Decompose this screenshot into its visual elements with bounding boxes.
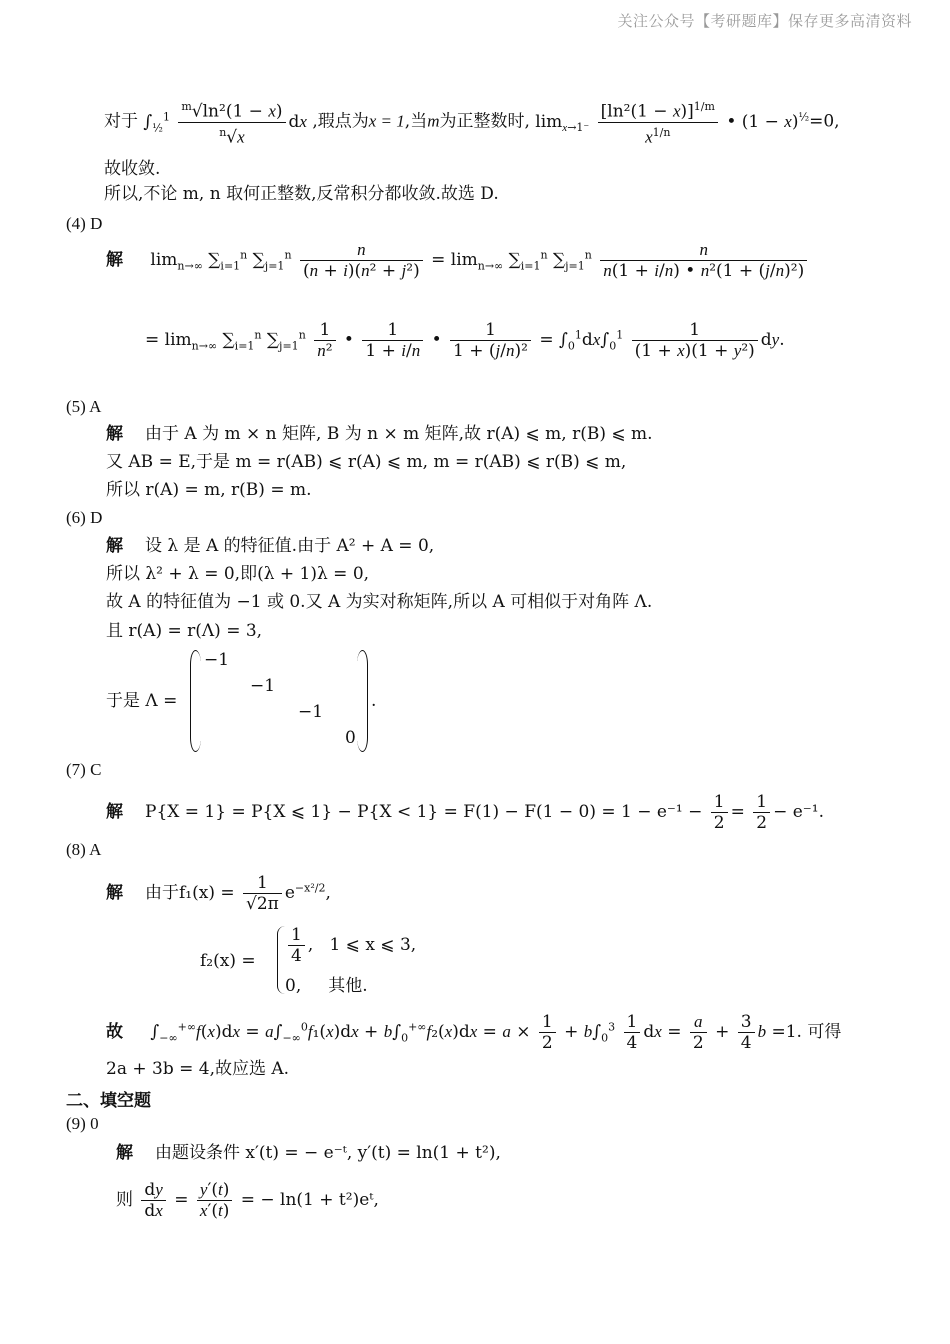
matrix-entry: 0 <box>345 728 356 748</box>
answer-tag-9: (9) 0 <box>66 1114 99 1133</box>
q4-line2: = $\lim_{n\to\infty} \sum_{i=1}^n$ $\sum_{j=1}^n$ $\frac{1}{\text{n²}}$ • $\frac{1}{1 + i/n}$ • $\frac{1}{\text{1 + (j/n)²}}$ = $\int_0^1dx\int_0^1$ $\frac{1}{\text{(1 + x)(1 + y²)}}$ dy. <box>145 320 785 361</box>
matrix-entry: −1 <box>204 650 230 670</box>
answer-tag-5: (5) A <box>66 397 102 416</box>
q8-line1: 解 由于f₁(x) = $\frac{1}{√2\pi}$ $e^{-x^2/2}$, <box>106 873 331 914</box>
limit-expr: $\lim_{x\to 1^-}$ $\frac{[\ln^2(1 - x)]^{1/m}}{x^{1/n}}$ • $(1 - x)^{\frac{1}{2}}$ <box>535 100 810 147</box>
matrix-entry: −1 <box>298 702 324 722</box>
half-fraction: $\frac{1}{2}$ <box>753 792 770 833</box>
answer-tag-7: (7) C <box>66 760 102 779</box>
section-heading: 二、填空题 <box>66 1091 151 1111</box>
q8-integral-line: 故 $\int_{-\infty}^{+\infty}f(x)dx = a\int_{-\infty}^0f_1(x)dx + b\int_0^{+\infty}f_2(x)dx = a$ × $\frac{1}{2}$ + $b\int_0^3$ $\frac{1}{4}$ dx = $\frac{a}{2}$ + $\frac{3}{4}$ b =1. 可得 <box>106 1012 842 1053</box>
q5-line3: 所以 r(A) = m, r(B) = m. <box>106 480 312 500</box>
q7-line1: 解 P{X = 1} = P{X ⩽ 1} − P{X < 1} = F(1) − F(1 − 0) = 1 − e⁻¹ − $\frac{1}{2}$ = $\frac{1}{2}$ − e⁻¹. <box>106 792 824 833</box>
q9-line2: 则 $\frac{dy}{dx}$ = $\frac{y'(t)}{x'(t)}$ = − ln(1 + t²)eᵗ, <box>116 1180 379 1221</box>
q8-f2-label: f₂(x) = <box>200 951 256 971</box>
q6-line1: 解 设 λ 是 A 的特征值.由于 A² + A = 0, <box>106 536 435 556</box>
converge-text: 故收敛. <box>104 159 161 179</box>
q8-case2: 0, 其他. <box>285 976 368 996</box>
matrix-right-bracket <box>357 650 368 752</box>
q6-line4: 且 r(A) = r(Λ) = 3, <box>106 621 263 641</box>
q6-line2: 所以 λ² + λ = 0,即(λ + 1)λ = 0, <box>106 564 370 584</box>
answer-tag-6: (6) D <box>66 508 103 527</box>
q9-line1: 解 由题设条件 x′(t) = − e⁻ᵗ, y′(t) = ln(1 + t²), <box>116 1143 501 1163</box>
q6-end: . <box>371 691 377 711</box>
q5-line1: 解 由于 A 为 m × n 矩阵, B 为 n × m 矩阵,故 r(A) ⩽ m, r(B) ⩽ m. <box>106 424 653 444</box>
q4-line1: 解 $\lim_{n\to\infty} \sum_{i=1}^n$ $\sum_{j=1}^n$ $\frac{n}{\text{(n + i)(n² + j²)}}$ = $\lim_{n\to\infty} \sum_{i=1}^n$ $\sum_{j=1}^n$ $\frac{n}{\text{n(1 + i/n) • n²(1 + (j/n)²)}}$ <box>106 240 810 281</box>
convergence-line: 对于 $\int_{\frac{1}{2}}^1$ $\frac{^m√\ln^2(1 - x)}{^n√x}$ dx ,瑕点为x = 1,当m为正整数时, $\lim_{x\to 1^-}$ $\frac{[\ln^2(1 - x)]^{1/m}}{x^{1/n}}$ • $(1 - x)^{\frac{1}{2}}=0$, <box>104 100 840 148</box>
answer-tag-8: (8) A <box>66 840 102 859</box>
half-fraction: $\frac{1}{2}$ <box>711 792 728 833</box>
q4-expr1: $\lim_{n\to\infty} \sum_{i=1}^n$ $\sum_{j=1}^n$ $\frac{n}{\text{(n + i)(n² + j²)}}$ = $\lim_{n\to\infty} \sum_{i=1}^n$ $\sum_{j=1}^n$ $\frac{n}{\text{n(1 + i/n) • n²(1 + (j/n)²)}}$ <box>150 250 810 270</box>
diagonal-matrix <box>190 650 368 750</box>
q6-line3: 故 A 的特征值为 −1 或 0.又 A 为实对称矩阵,所以 A 可相似于对角阵 Λ. <box>106 592 653 612</box>
q5-line2: 又 AB = E,于是 m = r(AB) ⩽ r(A) ⩽ m, m = r(AB) ⩽ r(B) ⩽ m, <box>106 452 627 472</box>
q6-line5: 于是 Λ = <box>106 691 178 711</box>
matrix-left-bracket <box>190 650 201 752</box>
integral-expr: $\int_{\frac{1}{2}}^1$ $\frac{^m√\ln^2(1 - x)}{^n√x}$ dx <box>143 100 307 148</box>
answer-tag-4: (4) D <box>66 214 103 233</box>
matrix-entry: −1 <box>250 676 276 696</box>
watermark: 关注公众号【考研题库】保存更多高清资料 <box>617 12 912 30</box>
q8-last: 2a + 3b = 4,故应选 A. <box>106 1059 290 1079</box>
conclusion-text: 所以,不论 m, n 取何正整数,反常积分都收敛.故选 D. <box>104 184 499 204</box>
q8-case1: $\frac{1}{4}$ , 1 ⩽ x ⩽ 3, <box>285 925 416 966</box>
